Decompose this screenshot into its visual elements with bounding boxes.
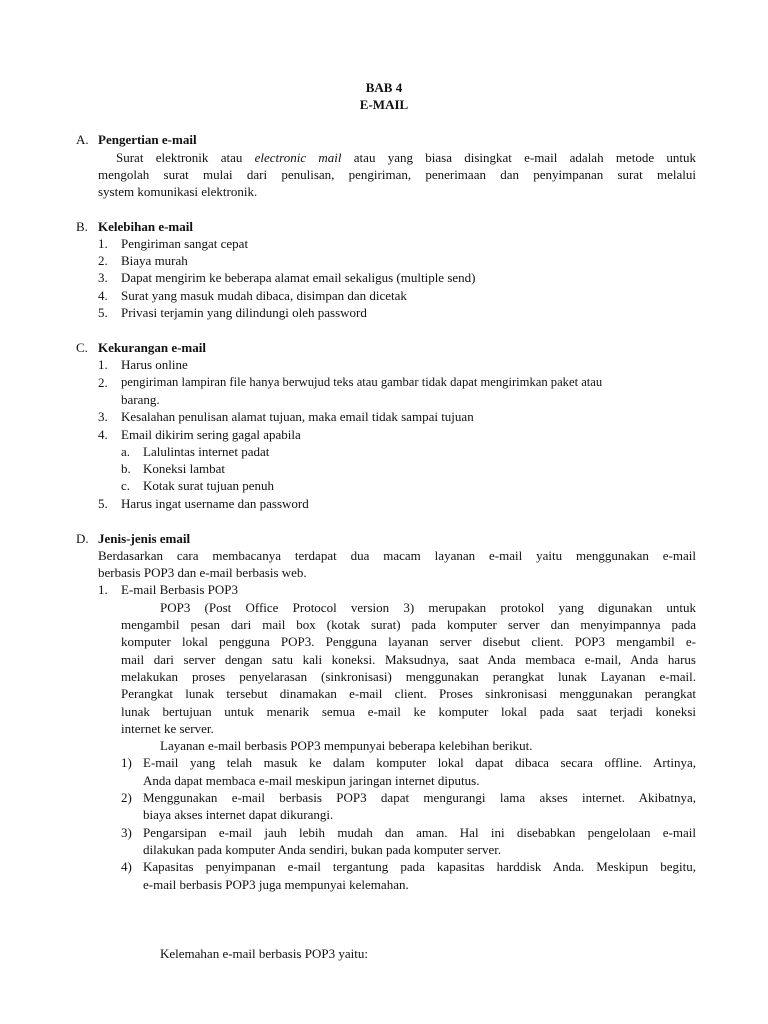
- list-item-number: 1.: [98, 582, 108, 597]
- list-item: Kesalahan penulisan alamat tujuan, maka email tidak sampai tujuan: [121, 409, 474, 424]
- advantage-line: biaya akses internet dapat dikurangi.: [143, 807, 334, 822]
- advantage-number: 4): [121, 859, 132, 874]
- paragraph-line: komputer lokal pengguna POP3. Pengguna layanan server disebut client. POP3 mengambil e-: [121, 634, 696, 649]
- paragraph-line: internet ke server.: [121, 721, 214, 736]
- paragraph-line: POP3 (Post Office Protocol version 3) merupakan protokol yang digunakan untuk: [160, 600, 696, 615]
- list-item: pengiriman lampiran file hanya berwujud teks atau gambar tidak dapat mengirimkan paket atau: [121, 375, 603, 389]
- section-d-marker: D.: [76, 531, 89, 546]
- list-item-continuation: barang.: [121, 392, 160, 407]
- sub-item-letter: b.: [121, 461, 131, 476]
- paragraph-line: lunak bertujuan untuk menarik semua e-mail ke komputer lokal pada saat terjadi koneksi: [121, 704, 696, 719]
- section-a-heading: Pengertian e-mail: [98, 132, 197, 147]
- advantage-line: dilakukan pada komputer Anda sendiri, bukan pada komputer server.: [143, 842, 502, 857]
- list-item-number: 1.: [98, 357, 108, 372]
- list-item-number: 5.: [98, 305, 108, 320]
- list-item-number: 5.: [98, 496, 108, 511]
- sub-item: Lalulintas internet padat: [143, 444, 270, 459]
- advantage-line: Kapasitas penyimpanan e-mail tergantung pada kapasitas harddisk Anda. Meskipun begitu,: [143, 859, 696, 874]
- advantage-number: 1): [121, 755, 132, 770]
- section-a-line-3: system komunikasi elektronik.: [98, 184, 258, 199]
- section-b-heading: Kelebihan e-mail: [98, 219, 193, 234]
- section-c-heading: Kekurangan e-mail: [98, 340, 206, 355]
- chapter-number: BAB 4: [365, 80, 403, 95]
- list-item-number: 2.: [98, 375, 108, 390]
- list-item: Privasi terjamin yang dilindungi oleh password: [121, 305, 367, 320]
- list-item: Dapat mengirim ke beberapa alamat email sekaligus (multiple send): [121, 270, 476, 285]
- advantage-line: Anda dapat membaca e-mail meskipun jaringan internet diputus.: [143, 773, 480, 788]
- list-item: Harus online: [121, 357, 188, 372]
- list-item-number: 1.: [98, 236, 108, 251]
- section-b-marker: B.: [76, 219, 88, 234]
- sub-item-letter: c.: [121, 478, 131, 493]
- advantage-line: Pengarsipan e-mail jauh lebih mudah dan aman. Hal ini disebabkan pengelolaan e-mail: [143, 825, 696, 840]
- list-item-number: 2.: [98, 253, 108, 268]
- sub-item: Koneksi lambat: [143, 461, 225, 476]
- advantage-line: E-mail yang telah masuk ke dalam komputer lokal dapat dibaca secara offline. Artinya,: [143, 755, 696, 770]
- list-item: Harus ingat username dan password: [121, 496, 309, 511]
- subsection-title: E-mail Berbasis POP3: [121, 582, 238, 597]
- advantage-line: Menggunakan e-mail berbasis POP3 dapat mengurangi lama akses internet. Akibatnya,: [143, 790, 696, 805]
- section-a-line-1: Surat elektronik atau electronic mail atau yang biasa disingkat e-mail adalah metode untuk: [116, 150, 696, 165]
- section-c-marker: C.: [76, 340, 88, 355]
- list-item: Pengiriman sangat cepat: [121, 236, 249, 251]
- sub-item: Kotak surat tujuan penuh: [143, 478, 275, 493]
- paragraph-line: melakukan proses penyelarasan (sinkronisasi) menggunakan perangkat lunak Layanan e-mail.: [121, 669, 696, 684]
- list-item: Biaya murah: [121, 253, 188, 268]
- section-d-intro-2: berbasis POP3 dan e-mail berbasis web.: [98, 565, 307, 580]
- weaknesses-intro: Kelemahan e-mail berbasis POP3 yaitu:: [160, 946, 368, 961]
- sub-item-letter: a.: [121, 444, 131, 459]
- paragraph-line: Perangkat lunak tersebut dinamakan e-mail client. Proses sinkronisasi menggunakan perangkat: [121, 686, 696, 701]
- advantage-line: e-mail berbasis POP3 juga mempunyai kelemahan.: [143, 877, 409, 892]
- list-item: Surat yang masuk mudah dibaca, disimpan dan dicetak: [121, 288, 407, 303]
- paragraph-line: mail dari server dengan satu kali koneksi. Maksudnya, saat Anda membaca e-mail, Anda harus: [121, 652, 696, 667]
- list-item-number: 3.: [98, 409, 108, 424]
- advantage-number: 3): [121, 825, 132, 840]
- chapter-title: E-MAIL: [359, 97, 409, 112]
- paragraph-line: mengambil pesan dari mail box (kotak surat) pada komputer server dan menyimpannya pada: [121, 617, 696, 632]
- list-item-number: 3.: [98, 270, 108, 285]
- list-item-number: 4.: [98, 288, 108, 303]
- advantages-intro: Layanan e-mail berbasis POP3 mempunyai beberapa kelebihan berikut.: [160, 738, 533, 753]
- section-d-intro-1: Berdasarkan cara membacanya terdapat dua macam layanan e-mail yaitu menggunakan e-mail: [98, 548, 696, 563]
- list-item-number: 4.: [98, 427, 108, 442]
- section-a-line-2: mengolah surat mulai dari penulisan, pengiriman, penerimaan dan penyimpanan surat melalui: [98, 167, 696, 182]
- list-item: Email dikirim sering gagal apabila: [121, 427, 301, 442]
- advantage-number: 2): [121, 790, 132, 805]
- section-a-marker: A.: [76, 132, 89, 147]
- section-d-heading: Jenis-jenis email: [98, 531, 191, 546]
